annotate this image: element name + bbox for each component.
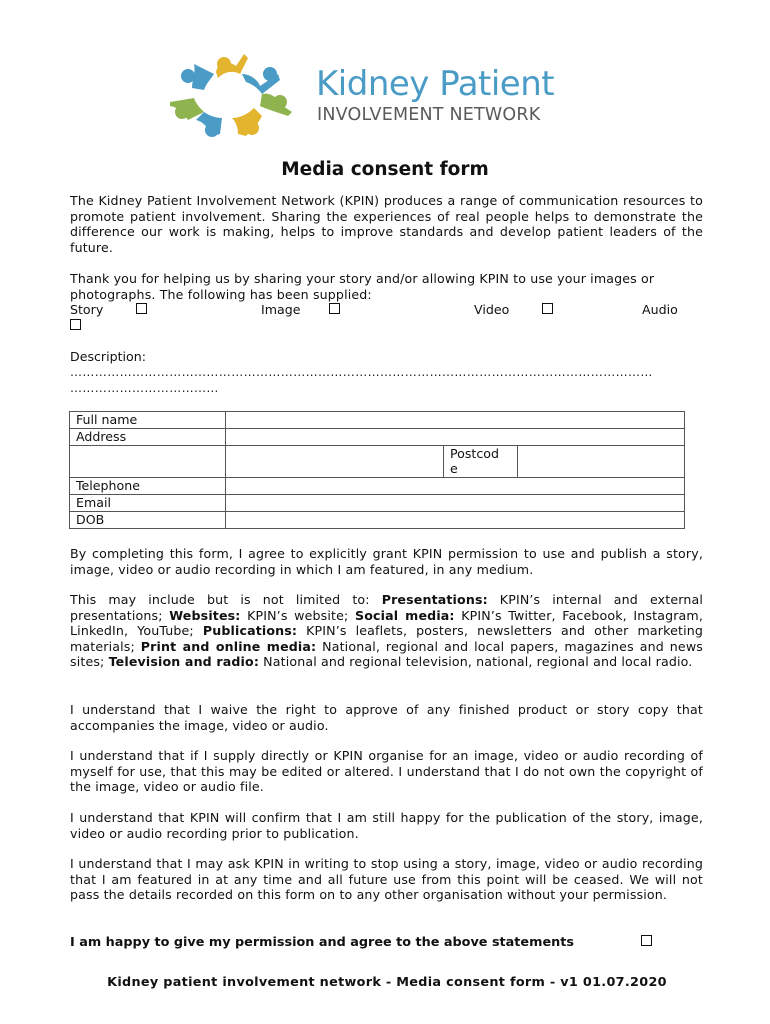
telephone-field[interactable] bbox=[226, 478, 685, 495]
logo-title: Kidney Patient bbox=[316, 64, 555, 104]
address-line-2-field[interactable] bbox=[226, 446, 444, 478]
includes-paragraph: This may include but is not limited to: Presentations: KPIN’s internal and external presentations; Websites: KPIN’s website; Social media: KPIN’s Twitter, Facebook, Instagram, LinkedIn, YouTube; Publications: KPIN’s leaflets, posters, newsletters and other marketing materials; Print and online media: National, regional and local papers, magazines and news sites; Television and radio: National and regional television, national, regional and local radio. bbox=[70, 592, 703, 670]
description-line-1[interactable]: …………………………………………………………………………………………………………………………… bbox=[70, 365, 653, 379]
websites-heading: Websites: bbox=[169, 607, 241, 623]
email-field[interactable] bbox=[226, 495, 685, 512]
option-video-label: Video bbox=[474, 302, 510, 317]
postcode-label: Postcod e bbox=[444, 446, 518, 478]
description-line-2[interactable]: ……………………………… bbox=[70, 381, 219, 395]
people-circle-icon bbox=[166, 50, 294, 140]
tv-radio-heading: Television and radio: bbox=[108, 654, 260, 670]
table-row bbox=[70, 495, 685, 512]
description-label: Description: bbox=[70, 349, 146, 364]
table-row bbox=[70, 446, 685, 478]
table-row bbox=[70, 478, 685, 495]
image-checkbox[interactable] bbox=[329, 303, 340, 314]
publications-heading: Publications: bbox=[202, 623, 298, 639]
table-row bbox=[70, 429, 685, 446]
option-story-label: Story bbox=[70, 302, 104, 317]
social-media-heading: Social media: bbox=[354, 607, 455, 623]
logo-subtitle: INVOLVEMENT NETWORK bbox=[317, 105, 541, 125]
option-image-label: Image bbox=[261, 302, 301, 317]
thanks-paragraph: Thank you for helping us by sharing your story and/or allowing KPIN to use your images or photographs. The following has been supplied: bbox=[70, 271, 655, 302]
print-online-heading: Print and online media: bbox=[140, 638, 317, 654]
agreement-paragraph: By completing this form, I agree to explicitly grant KPIN permission to use and publish a story, image, video or audio recording in which I am featured, in any medium. bbox=[70, 546, 703, 577]
option-audio-label: Audio bbox=[642, 302, 678, 317]
intro-paragraph: The Kidney Patient Involvement Network (KPIN) produces a range of communication resources to promote patient involvement. Sharing the experiences of real people helps to demonstrate the difference our work is making, helps to improve standards and develop patient leaders of the future. bbox=[70, 193, 703, 255]
email-label: Email bbox=[70, 495, 226, 512]
audio-checkbox[interactable] bbox=[70, 319, 81, 330]
permission-checkbox[interactable] bbox=[641, 935, 652, 946]
statement-confirm: I understand that KPIN will confirm that I am still happy for the publication of the story, image, video or audio recording prior to publication. bbox=[70, 810, 703, 841]
kpin-logo bbox=[166, 50, 294, 140]
address-line-2-label bbox=[70, 446, 226, 478]
address-field[interactable] bbox=[226, 429, 685, 446]
full-name-label: Full name bbox=[70, 412, 226, 429]
permission-label: I am happy to give my permission and agree to the above statements bbox=[70, 935, 574, 950]
table-row bbox=[70, 412, 685, 429]
dob-field[interactable] bbox=[226, 512, 685, 529]
details-table bbox=[69, 411, 685, 529]
postcode-field[interactable] bbox=[518, 446, 685, 478]
table-row bbox=[70, 512, 685, 529]
telephone-label: Telephone bbox=[70, 478, 226, 495]
story-checkbox[interactable] bbox=[136, 303, 147, 314]
video-checkbox[interactable] bbox=[542, 303, 553, 314]
full-name-field[interactable] bbox=[226, 412, 685, 429]
statement-waive: I understand that I waive the right to approve of any finished product or story copy that accompanies the image, video or audio. bbox=[70, 702, 703, 733]
address-label: Address bbox=[70, 429, 226, 446]
statement-stop: I understand that I may ask KPIN in writing to stop using a story, image, video or audio recording that I am featured in at any time and all future use from this point will be ceased. We will not pass the details recorded on this form on to any other organisation without your permission. bbox=[70, 856, 703, 903]
statement-edit: I understand that if I supply directly or KPIN organise for an image, video or audio recording of myself for use, that this may be edited or altered. I understand that I do not own the copyright of the image, video or audio file. bbox=[70, 748, 703, 795]
footer-text: Kidney patient involvement network - Media consent form - v1 01.07.2020 bbox=[107, 975, 667, 990]
page-title: Media consent form bbox=[281, 159, 489, 180]
presentations-heading: Presentations: bbox=[381, 592, 488, 607]
dob-label: DOB bbox=[70, 512, 226, 529]
